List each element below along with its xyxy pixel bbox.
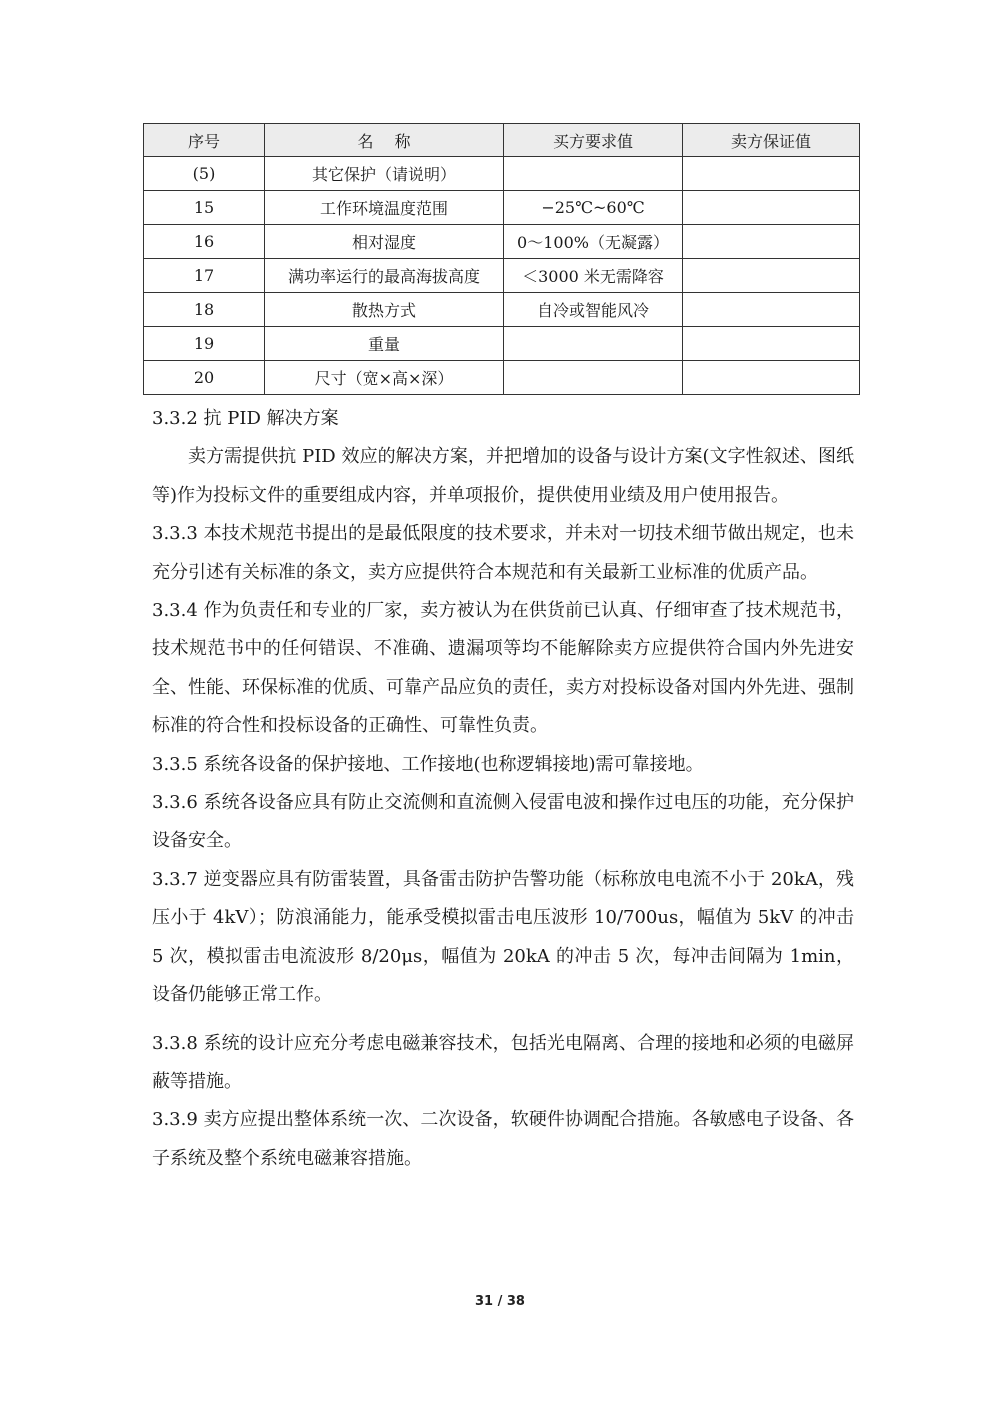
header-no: 序号: [144, 124, 265, 157]
cell-name: 散热方式: [265, 293, 504, 327]
cell-seller-value: [683, 293, 860, 327]
cell-buyer-value: [504, 157, 683, 191]
cell-no: 15: [144, 191, 265, 225]
cell-seller-value: [683, 327, 860, 361]
header-seller-value: 卖方保证值: [683, 124, 860, 157]
cell-buyer-value: ＜3000 米无需降容: [504, 259, 683, 293]
paragraph-3-3-3: 3.3.3 本技术规范书提出的是最低限度的技术要求，并未对一切技术细节做出规定，也未充分引述有关标准的条文，卖方应提供符合本规范和有关最新工业标准的优质产品。: [152, 523, 854, 583]
paragraph-3-3-7: 3.3.7 逆变器应具有防雷装置，具备雷击防护告警功能（标称放电电流不小于 20kA，残压小于 4kV）；防浪涌能力，能承受模拟雷击电压波形 10/700us，幅值为 5kV 的冲击 5 次，模拟雷击电流波形 8/20μs，幅值为 20kA 的冲击 5 次，每冲击间隔为 1min，设备仍能够正常工作。: [152, 868, 854, 1006]
paragraph-3-3-9: 3.3.9 卖方应提出整体系统一次、二次设备，软硬件协调配合措施。各敏感电子设备、各子系统及整个系统电磁兼容措施。: [152, 1109, 854, 1169]
cell-no: 18: [144, 293, 265, 327]
cell-name: 重量: [265, 327, 504, 361]
cell-seller-value: [683, 225, 860, 259]
section-heading-3-3-2: 3.3.2 抗 PID 解决方案: [152, 408, 339, 429]
table-row: [144, 191, 860, 225]
cell-buyer-value: −25℃~60℃: [504, 191, 683, 225]
cell-no: 20: [144, 361, 265, 395]
cell-no: (5): [144, 157, 265, 191]
cell-name: 尺寸（宽×高×深）: [265, 361, 504, 395]
cell-name: 满功率运行的最高海拔高度: [265, 259, 504, 293]
cell-name: 其它保护（请说明）: [265, 157, 504, 191]
cell-seller-value: [683, 361, 860, 395]
table-row: [144, 225, 860, 259]
table-row: [144, 259, 860, 293]
header-name: 名 称: [265, 124, 504, 157]
spec-table: [143, 123, 860, 395]
table-row: [144, 293, 860, 327]
cell-buyer-value: [504, 327, 683, 361]
cell-buyer-value: 自冷或智能风冷: [504, 293, 683, 327]
cell-buyer-value: [504, 361, 683, 395]
page-number: 31 / 38: [475, 1294, 525, 1309]
table-header-row: [144, 124, 860, 157]
paragraph-3-3-4: 3.3.4 作为负责任和专业的厂家，卖方被认为在供货前已认真、仔细审查了技术规范书，技术规范书中的任何错误、不准确、遗漏项等均不能解除卖方应提供符合国内外先进安全、性能、环保标准的优质、可靠产品应负的责任，卖方对投标设备对国内外先进、强制标准的符合性和投标设备的正确性、可靠性负责。: [152, 600, 854, 737]
table-row: [144, 157, 860, 191]
paragraph-3-3-8: 3.3.8 系统的设计应充分考虑电磁兼容技术，包括光电隔离、合理的接地和必须的电磁屏蔽等措施。: [152, 1032, 854, 1092]
cell-no: 19: [144, 327, 265, 361]
cell-buyer-value: 0～100%（无凝露）: [504, 225, 683, 259]
body-text: [152, 400, 854, 1178]
paragraph-3-3-5: 3.3.5 系统各设备的保护接地、工作接地(也称逻辑接地)需可靠接地。: [152, 753, 704, 775]
cell-no: 16: [144, 225, 265, 259]
cell-seller-value: [683, 191, 860, 225]
table-row: [144, 327, 860, 361]
table-row: [144, 361, 860, 395]
cell-name: 相对湿度: [265, 225, 504, 259]
cell-seller-value: [683, 259, 860, 293]
paragraph-3-3-2-body: 卖方需提供抗 PID 效应的解决方案，并把增加的设备与设计方案(文字性叙述、图纸等)作为投标文件的重要组成内容，并单项报价，提供使用业绩及用户使用报告。: [152, 446, 854, 506]
cell-no: 17: [144, 259, 265, 293]
header-buyer-value: 买方要求值: [504, 124, 683, 157]
paragraph-3-3-6: 3.3.6 系统各设备应具有防止交流侧和直流侧入侵雷电波和操作过电压的功能，充分保护设备安全。: [152, 792, 854, 852]
cell-seller-value: [683, 157, 860, 191]
cell-name: 工作环境温度范围: [265, 191, 504, 225]
